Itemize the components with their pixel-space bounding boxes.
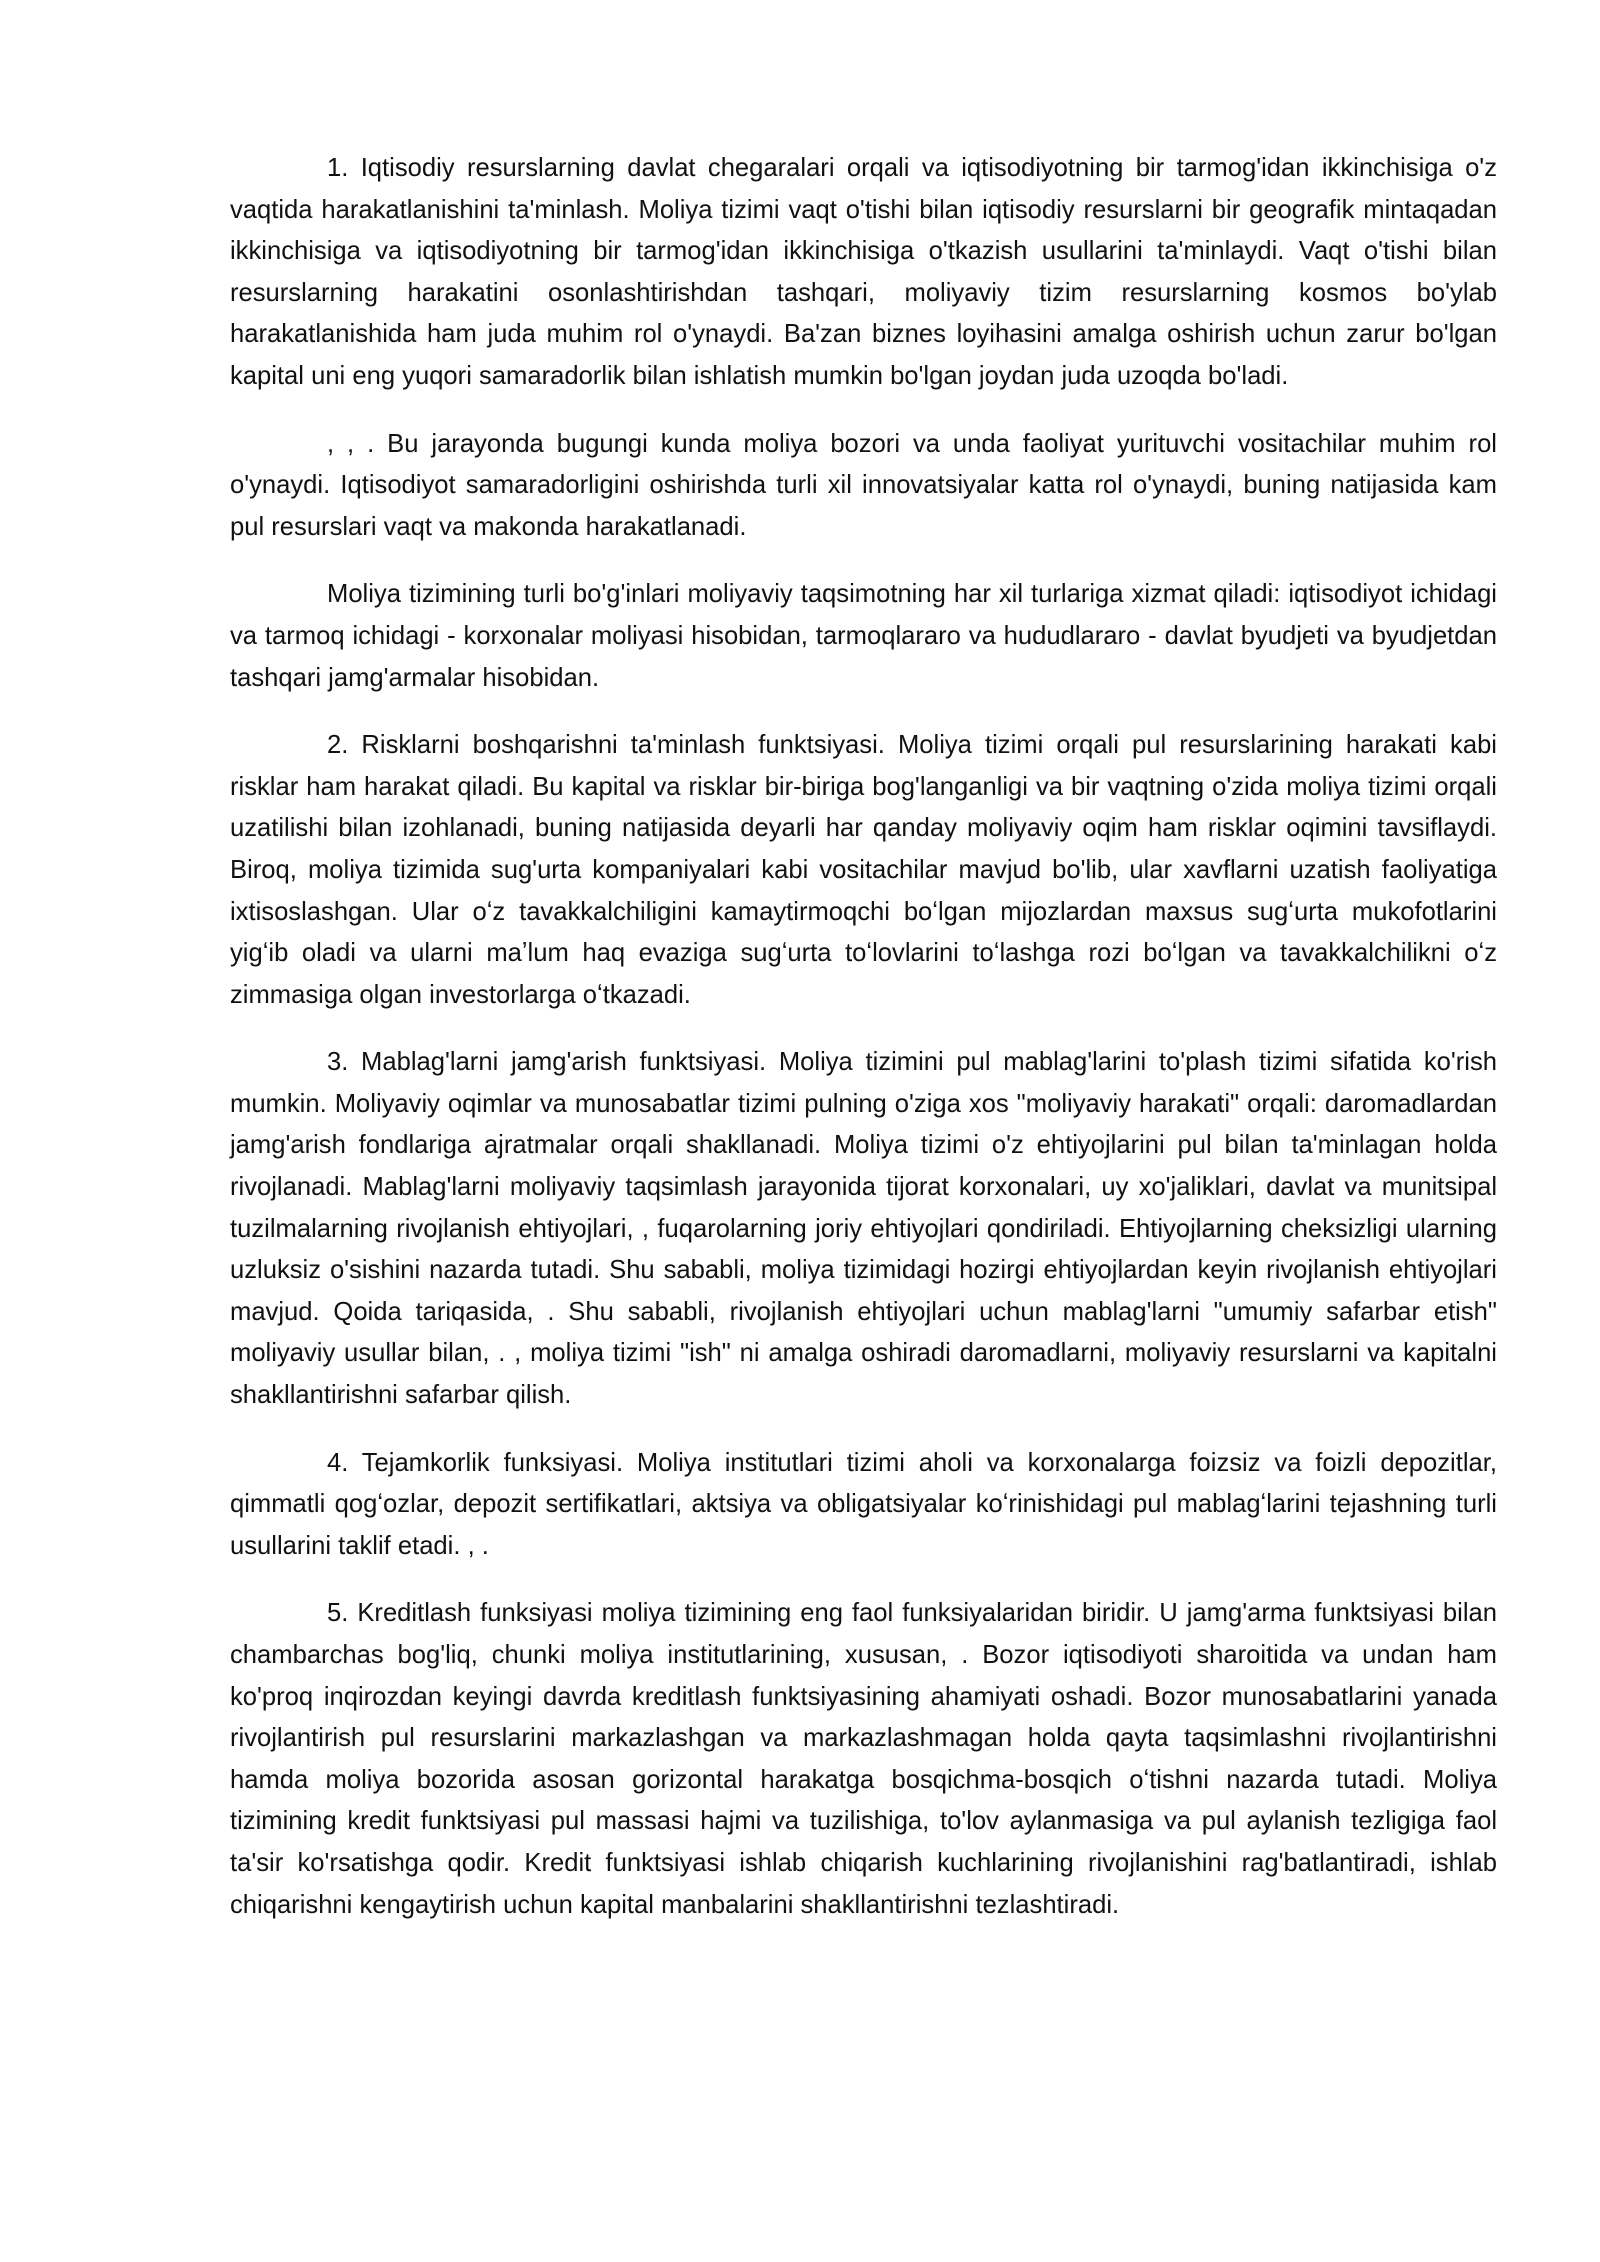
paragraph-5: 3. Mablag'larni jamg'arish funktsiyasi. Moliya tizimini pul mablag'larini to'plash tizimi sifatida ko'rish mumkin. Moliyaviy oqimlar va munosabatlar tizimi pulning o'ziga xos "moliyaviy harakati" orqali: daromadlardan jamg'arish fondlariga ajratmalar orqali shakllanadi. Moliya tizimi o'z ehtiyojlarini pul bilan ta'minlagan holda rivojlanadi. Mablag'larni moliyaviy taqsimlash jarayonida tijorat korxonalari, uy xo'jaliklari, davlat va munitsipal tuzilmalarning rivojlanish ehtiyojlari, , fuqarolarning joriy ehtiyojlari qondiriladi. Ehtiyojlarning cheksizligi ularning uzluksiz o'sishini nazarda tutadi. Shu sababli, moliya tizimidagi hozirgi ehtiyojlardan keyin rivojlanish ehtiyojlari mavjud. Qoida tariqasida, . Shu sababli, rivojlanish ehtiyojlari uchun mablag'larni "umumiy safarbar etish" moliyaviy usullar bilan, . , moliya tizimi "ish" ni amalga oshiradi daromadlarni, moliyaviy resurslarni va kapitalni shakllantirishni safarbar qilish.	[230, 1048, 1497, 1410]
paragraph-3: Moliya tizimining turli bo'g'inlari moliyaviy taqsimotning har xil turlariga xizmat qiladi: iqtisodiyot ichidagi va tarmoq ichidagi - korxonalar moliyasi hisobidan, tarmoqlararo va hududlararo - davlat byudjeti va byudjetdan tashqari jamg'armalar hisobidan.	[230, 580, 1497, 692]
paragraph-4: 2. Risklarni boshqarishni ta'minlash funktsiyasi. Moliya tizimi orqali pul resurslarining harakati kabi risklar ham harakat qiladi. Bu kapital va risklar bir-biriga bog'langanligi va bir vaqtning o'zida moliya tizimi orqali uzatilishi bilan izohlanadi, buning natijasida deyarli har qanday moliyaviy oqim ham risklar oqimini tavsiflaydi. Biroq, moliya tizimida sug'urta kompaniyalari kabi vositachilar mavjud bo'lib, ular xavflarni uzatish faoliyatiga ixtisoslashgan. Ular oʻz tavakkalchiligini kamaytirmoqchi boʻlgan mijozlardan maxsus sugʻurta mukofotlarini yigʻib oladi va ularni maʼlum haq evaziga sugʻurta toʻlovlarini toʻlashga rozi boʻlgan va tavakkalchilikni oʻz zimmasiga olgan investorlarga oʻtkazadi.	[230, 731, 1497, 1009]
paragraph-7: 5. Kreditlash funksiyasi moliya tizimining eng faol funksiyalaridan biridir. U jamg'arma funktsiyasi bilan chambarchas bog'liq, chunki moliya institutlarining, xususan, . Bozor iqtisodiyoti sharoitida va undan ham ko'proq inqirozdan keyingi davrda kreditlash funktsiyasining ahamiyati oshadi. Bozor munosabatlarini yanada rivojlantirish pul resurslarini markazlashgan va markazlashmagan holda qayta taqsimlashni rivojlantirishni hamda moliya bozorida asosan gorizontal harakatga bosqichma-bosqich oʻtishni nazarda tutadi. Moliya tizimining kredit funktsiyasi pul massasi hajmi va tuzilishiga, to'lov aylanmasiga va pul aylanish tezligiga faol ta'sir ko'rsatishga qodir. Kredit funktsiyasi ishlab chiqarish kuchlarining rivojlanishini rag'batlantiradi, ishlab chiqarishni kengaytirish uchun kapital manbalarini shakllantirishni tezlashtiradi.	[230, 1599, 1497, 1919]
paragraph-1: 1. Iqtisodiy resurslarning davlat chegaralari orqali va iqtisodiyotning bir tarmog'idan ikkinchisiga o'z vaqtida harakatlanishini ta'minlash. Moliya tizimi vaqt o'tishi bilan iqtisodiy resurslarni bir geografik mintaqadan ikkinchisiga va iqtisodiyotning bir tarmog'idan ikkinchisiga o'tkazish usullarini ta'minlaydi. Vaqt o'tishi bilan resurslarning harakatini osonlashtirishdan tashqari, moliyaviy tizim resurslarning kosmos bo'ylab harakatlanishida ham juda muhim rol o'ynaydi. Ba'zan biznes loyihasini amalga oshirish uchun zarur bo'lgan kapital uni eng yuqori samaradorlik bilan ishlatish mumkin bo'lgan joydan juda uzoqda bo'ladi.	[230, 154, 1497, 390]
paragraph-2: , , . Bu jarayonda bugungi kunda moliya bozori va unda faoliyat yurituvchi vositachilar muhim rol o'ynaydi. Iqtisodiyot samaradorligini oshirishda turli xil innovatsiyalar katta rol o'ynaydi, buning natijasida kam pul resurslari vaqt va makonda harakatlanadi.	[230, 429, 1497, 541]
paragraph-6: 4. Tejamkorlik funksiyasi. Moliya institutlari tizimi aholi va korxonalarga foizsiz va foizli depozitlar, qimmatli qogʻozlar, depozit sertifikatlari, aktsiya va obligatsiyalar koʻrinishidagi pul mablagʻlarini tejashning turli usullarini taklif etadi. , .	[230, 1448, 1497, 1560]
document-body	[230, 148, 1497, 1952]
